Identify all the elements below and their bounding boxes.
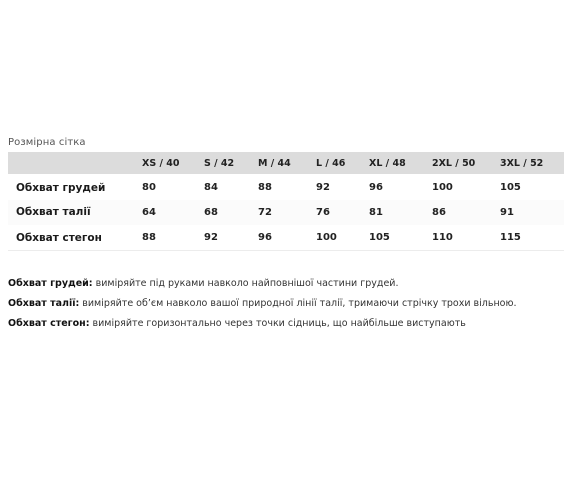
size-table [8,152,564,251]
size-header-s: S / 42 [204,157,235,169]
header-corner-cell [8,152,142,174]
note-text-hips: виміряйте горизонтально через точки сідниць, що найбільше виступають [89,318,466,329]
table-cell: 96 [369,182,383,194]
table-cell: 115 [500,232,521,243]
note-term-hips: Обхват стегон: [8,318,90,329]
note-text-waist: виміряйте об’єм навколо вашої природної лінії талії, тримаючи стрічку трохи вільною. [79,298,517,309]
size-header-xl: XL / 48 [369,157,406,169]
table-cell: 100 [432,182,453,194]
table-cell: 81 [369,206,383,218]
note-chest [8,274,564,294]
row-label-chest: Обхват грудей [16,181,106,194]
table-cell: 84 [204,182,218,194]
note-hips [8,314,564,334]
table-cell: 92 [316,182,330,194]
table-cell: 72 [258,206,272,218]
table-cell: 91 [500,206,514,218]
table-cell: 64 [142,206,156,218]
size-header-2xl: 2XL / 50 [432,157,476,169]
size-header-xs: XS / 40 [142,157,180,169]
note-text-chest: виміряйте під руками навколо найповнішої частини грудей. [92,278,399,289]
table-cell: 92 [204,232,218,243]
note-term-chest: Обхват грудей: [8,278,93,289]
table-cell: 110 [432,232,453,243]
table-cell: 100 [316,232,337,243]
table-cell: 68 [204,206,218,218]
table-cell: 105 [500,182,521,194]
size-header-row [8,152,564,174]
table-cell: 80 [142,182,156,194]
table-cell: 88 [142,232,156,243]
table-cell: 76 [316,206,330,218]
table-cell: 105 [369,232,390,243]
table-cell: 88 [258,182,272,194]
table-row-chest [8,174,564,200]
size-chart-title: Розмірна сітка [8,137,86,148]
note-waist [8,294,564,314]
size-header-3xl: 3XL / 52 [500,157,544,169]
row-label-waist: Обхват талії [16,206,91,219]
table-row-waist [8,200,564,226]
row-label-hips: Обхват стегон [16,231,102,244]
table-cell: 86 [432,206,446,218]
size-header-l: L / 46 [316,157,346,169]
size-header-m: M / 44 [258,157,291,169]
note-term-waist: Обхват талії: [8,298,80,309]
table-cell: 96 [258,232,272,243]
table-row-hips [8,225,564,251]
measurement-notes [8,274,564,334]
